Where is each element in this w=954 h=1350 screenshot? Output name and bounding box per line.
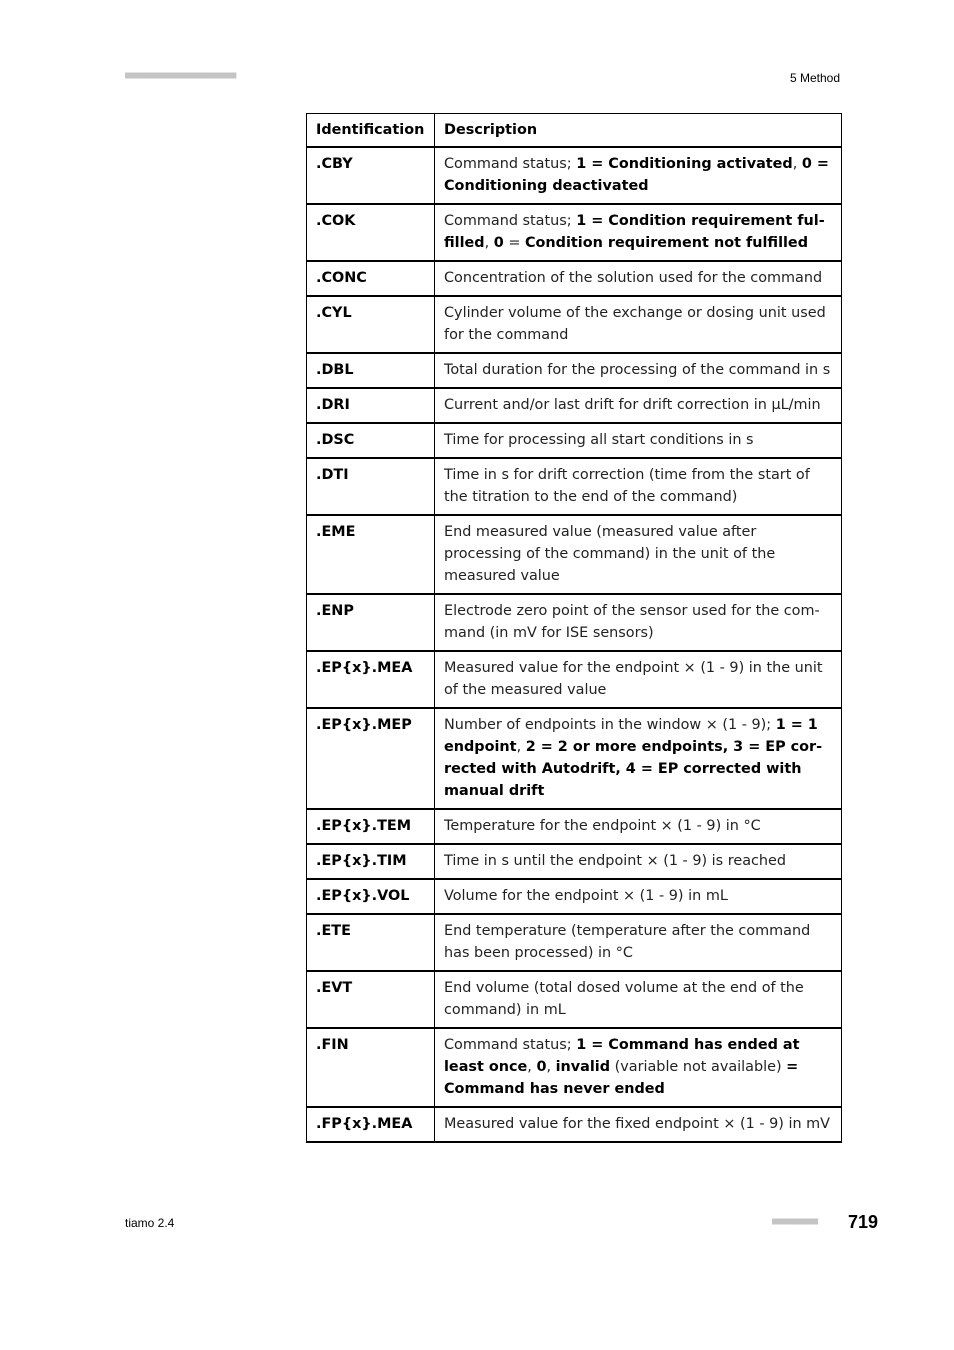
description-text: Time in s for drift correction (time from the start of the titration to the end of the command)	[444, 467, 810, 505]
table-row	[307, 204, 842, 261]
table-row	[307, 914, 842, 971]
identification-cell: .EP{x}.TEM	[307, 809, 435, 844]
description-emphasis: 2 = 2 or more endpoints, 3 = EP corrected with Autodrift, 4 = EP corrected with manual drift	[444, 739, 823, 799]
description-text: (variable not available)	[610, 1059, 787, 1075]
description-emphasis: 0	[493, 235, 504, 251]
description-cell	[435, 353, 842, 388]
description-emphasis: Condition requirement not fulfilled	[524, 235, 808, 251]
description-emphasis: 1 = Conditioning activated	[576, 156, 793, 172]
description-emphasis: 1 = 1 endpoint	[444, 717, 818, 755]
identification-cell: .EP{x}.VOL	[307, 879, 435, 914]
identification-cell: .EP{x}.TIM	[307, 844, 435, 879]
description-cell	[435, 515, 842, 594]
description-cell	[435, 204, 842, 261]
table-row	[307, 388, 842, 423]
identification-cell: .DRI	[307, 388, 435, 423]
description-cell	[435, 296, 842, 353]
table-row	[307, 1107, 842, 1142]
description-emphasis: 0 = Conditioning deactivated	[444, 156, 829, 194]
description-cell	[435, 147, 842, 204]
table-row	[307, 147, 842, 204]
description-text: Command status;	[444, 1037, 577, 1053]
table-row	[307, 708, 842, 809]
table-row	[307, 353, 842, 388]
description-text: Current and/or last drift for drift correction in µL/min	[444, 397, 821, 413]
description-text: Volume for the endpoint × (1 - 9) in mL	[444, 888, 728, 904]
table-row	[307, 971, 842, 1028]
column-header-identification: Identification	[307, 114, 435, 148]
table-row	[307, 423, 842, 458]
description-text: Total duration for the processing of the command in s	[444, 362, 831, 378]
column-header-description: Description	[435, 114, 842, 148]
footer-product-name: tiamo 2.4	[125, 1216, 175, 1230]
page-number: 719	[847, 1212, 878, 1232]
identification-cell: .EME	[307, 515, 435, 594]
description-text: ,	[546, 1059, 556, 1075]
identification-cell: .EP{x}.MEP	[307, 708, 435, 809]
description-text: ,	[516, 739, 526, 755]
description-cell	[435, 971, 842, 1028]
description-text: Cylinder volume of the exchange or dosing unit used for the command	[444, 305, 826, 343]
description-text: ,	[792, 156, 802, 172]
description-text: Electrode zero point of the sensor used for the command (in mV for ISE sensors)	[444, 603, 820, 641]
description-emphasis: 1 = Command has ended at least once	[444, 1037, 800, 1075]
description-cell	[435, 458, 842, 515]
table-row	[307, 458, 842, 515]
table-row	[307, 261, 842, 296]
identification-cell: .DTI	[307, 458, 435, 515]
identification-cell: .CBY	[307, 147, 435, 204]
description-text: Concentration of the solution used for the command	[444, 270, 823, 286]
running-header-section: 5 Method	[789, 71, 840, 85]
table-row	[307, 594, 842, 651]
description-cell	[435, 651, 842, 708]
description-emphasis: 0	[536, 1059, 547, 1075]
table-body	[307, 147, 842, 1142]
table-row	[307, 879, 842, 914]
table-row	[307, 809, 842, 844]
description-text: Time in s until the endpoint × (1 - 9) is reached	[444, 853, 787, 869]
header-decoration: ■■■■■■■■■■■■■■■■■■■■■■	[125, 70, 236, 81]
description-cell	[435, 708, 842, 809]
identification-cell: .EP{x}.MEA	[307, 651, 435, 708]
identification-cell: .DBL	[307, 353, 435, 388]
description-text: Measured value for the fixed endpoint × (1 - 9) in mV	[444, 1116, 831, 1132]
description-cell	[435, 594, 842, 651]
description-cell	[435, 1028, 842, 1107]
identification-cell: .ETE	[307, 914, 435, 971]
table-row	[307, 844, 842, 879]
description-text: =	[503, 235, 525, 251]
description-cell	[435, 388, 842, 423]
footer-decoration: ■■■■■■■■■	[772, 1216, 818, 1227]
identification-cell: .DSC	[307, 423, 435, 458]
identification-cell: .CONC	[307, 261, 435, 296]
description-emphasis: = Command has never ended	[444, 1059, 799, 1097]
table-header-row	[307, 114, 842, 148]
description-text: End measured value (measured value after processing of the command) in the unit of the measured value	[444, 524, 776, 584]
identification-cell: .CYL	[307, 296, 435, 353]
description-text: Command status;	[444, 213, 577, 229]
description-text: Command status;	[444, 156, 577, 172]
identification-cell: .FP{x}.MEA	[307, 1107, 435, 1142]
description-emphasis: invalid	[555, 1059, 611, 1075]
description-emphasis: 1 = Condition requirement fulfilled	[444, 213, 825, 251]
table-row	[307, 515, 842, 594]
description-text: Number of endpoints in the window × (1 - 9);	[444, 717, 776, 733]
description-text: Time for processing all start conditions in s	[444, 432, 754, 448]
description-text: End temperature (temperature after the command has been processed) in °C	[444, 923, 811, 961]
identification-cell: .FIN	[307, 1028, 435, 1107]
description-cell	[435, 261, 842, 296]
description-text: ,	[527, 1059, 537, 1075]
table-row	[307, 1028, 842, 1107]
table-row	[307, 651, 842, 708]
identification-cell: .ENP	[307, 594, 435, 651]
description-cell	[435, 809, 842, 844]
description-text: End volume (total dosed volume at the end of the command) in mL	[444, 980, 804, 1018]
description-text: Temperature for the endpoint × (1 - 9) in °C	[444, 818, 761, 834]
description-cell	[435, 844, 842, 879]
description-cell	[435, 1107, 842, 1142]
table-row	[307, 296, 842, 353]
description-cell	[435, 423, 842, 458]
description-text: Measured value for the endpoint × (1 - 9) in the unit of the measured value	[444, 660, 823, 698]
variables-table	[306, 113, 842, 1143]
description-cell	[435, 914, 842, 971]
identification-cell: .EVT	[307, 971, 435, 1028]
identification-cell: .COK	[307, 204, 435, 261]
description-cell	[435, 879, 842, 914]
description-text: ,	[484, 235, 494, 251]
